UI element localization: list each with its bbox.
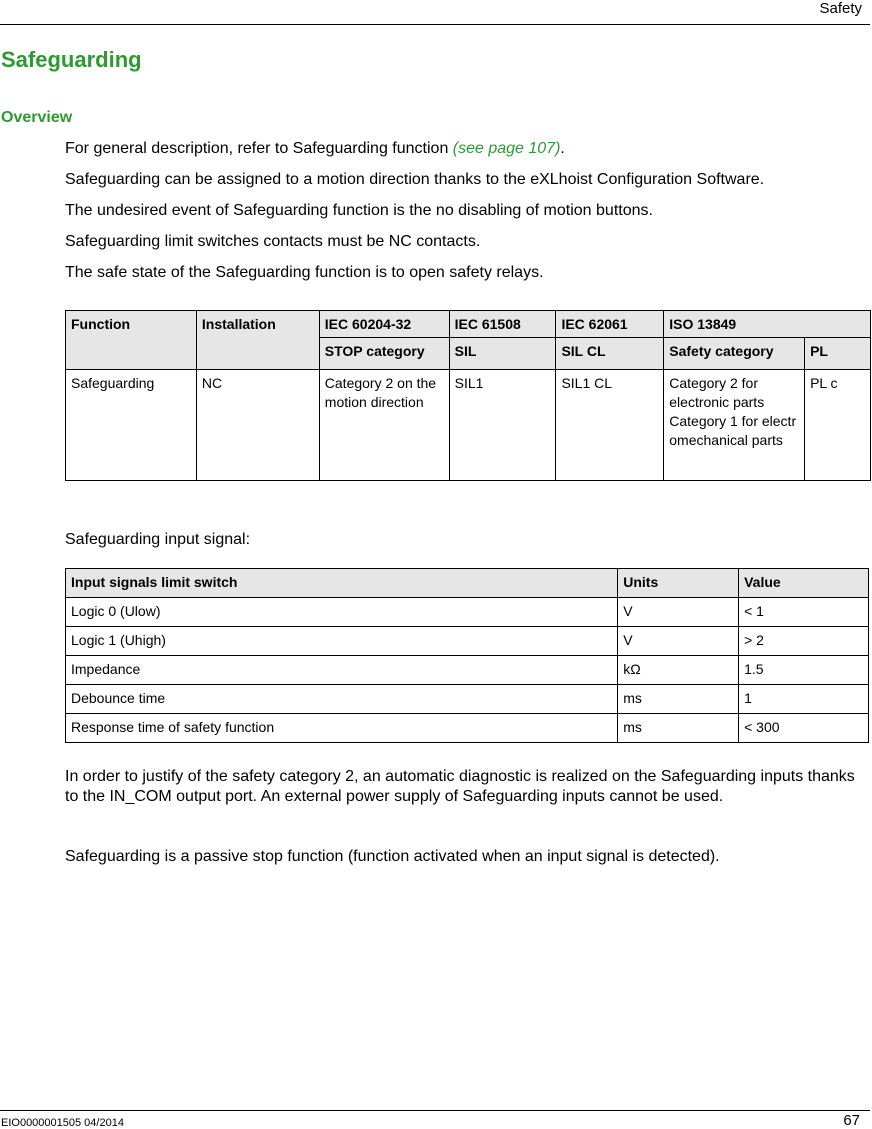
header-sil-cl: SIL CL: [556, 338, 664, 370]
cell-units: kΩ: [618, 656, 739, 685]
header-pl: PL: [805, 338, 871, 370]
footer-document-reference: EIO0000001505 04/2014: [1, 1117, 124, 1129]
table-row: [66, 714, 869, 743]
safety-category-electronic: Category 2 for electronic parts: [669, 375, 765, 410]
cell-units: ms: [618, 714, 739, 743]
overview-paragraph-2: Safeguarding can be assigned to a motion direction thanks to the eXLhoist Configuration Software.: [65, 171, 765, 188]
overview-paragraph-5: The safe state of the Safeguarding function is to open safety relays.: [65, 264, 544, 281]
header-installation: Installation: [196, 311, 319, 370]
table-header-row: [66, 311, 871, 338]
header-iec-60204: IEC 60204-32: [319, 311, 449, 338]
table-row: [66, 627, 869, 656]
safety-category-electromechanical: Category 1 for electromechanical parts: [669, 413, 797, 448]
header-safety-category: Safety category: [664, 338, 805, 370]
header-value: Value: [739, 569, 869, 598]
overview-p1-end: .: [560, 140, 565, 157]
overview-paragraph-4: Safeguarding limit switches contacts must be NC contacts.: [65, 233, 481, 250]
page-reference-link[interactable]: (see page 107): [452, 140, 561, 157]
cell-signal: Response time of safety function: [66, 714, 618, 743]
cell-value: < 300: [739, 714, 869, 743]
cell-signal: Logic 1 (Uhigh): [66, 627, 618, 656]
cell-pl: PL c: [805, 370, 871, 481]
header-input-signals: Input signals limit switch: [66, 569, 618, 598]
cell-value: 1.5: [739, 656, 869, 685]
table-row: [66, 598, 869, 627]
overview-paragraph-3: The undesired event of Safeguarding function is the no disabling of motion buttons.: [65, 202, 653, 219]
cell-value: > 2: [739, 627, 869, 656]
input-signal-label: Safeguarding input signal:: [65, 531, 251, 548]
footer-rule: [0, 1110, 870, 1111]
cell-function: Safeguarding: [66, 370, 197, 481]
cell-signal: Logic 0 (Ulow): [66, 598, 618, 627]
header-units: Units: [618, 569, 739, 598]
cell-sil: SIL1: [449, 370, 556, 481]
running-header-title: Safety: [819, 0, 862, 17]
cell-safety-category: [664, 370, 805, 481]
cell-stop-category: Category 2 on the motion direction: [319, 370, 449, 481]
overview-heading: Overview: [1, 109, 73, 126]
input-signals-table: [65, 568, 869, 743]
header-rule: [0, 24, 870, 25]
cell-value: < 1: [739, 598, 869, 627]
header-function: Function: [66, 311, 197, 370]
overview-p1-text: For general description, refer to Safeguarding function: [65, 140, 453, 157]
header-sil: SIL: [449, 338, 556, 370]
cell-units: V: [618, 598, 739, 627]
cell-installation: NC: [196, 370, 319, 481]
header-iso-13849: ISO 13849: [664, 311, 871, 338]
overview-paragraph-1: [65, 139, 870, 159]
safety-standards-table: [65, 310, 871, 481]
header-stop-category: STOP category: [319, 338, 449, 370]
cell-signal: Impedance: [66, 656, 618, 685]
closing-paragraph-2: Safeguarding is a passive stop function (function activated when an input signal is detected).: [65, 848, 720, 865]
cell-sil-cl: SIL1 CL: [556, 370, 664, 481]
table-header-row: [66, 569, 869, 598]
table-row: [66, 370, 871, 481]
table-row: [66, 685, 869, 714]
header-iec-61508: IEC 61508: [449, 311, 556, 338]
cell-units: V: [618, 627, 739, 656]
page-number: 67: [843, 1112, 860, 1129]
section-title: Safeguarding: [1, 47, 142, 72]
closing-paragraph-1: In order to justify of the safety category 2, an automatic diagnostic is realized on the Safeguarding inputs thanks to the IN_COM output port. An external power supply of Safeguarding inputs cannot be used.: [65, 768, 855, 805]
cell-units: ms: [618, 685, 739, 714]
cell-signal: Debounce time: [66, 685, 618, 714]
table-row: [66, 656, 869, 685]
header-iec-62061: IEC 62061: [556, 311, 664, 338]
cell-value: 1: [739, 685, 869, 714]
